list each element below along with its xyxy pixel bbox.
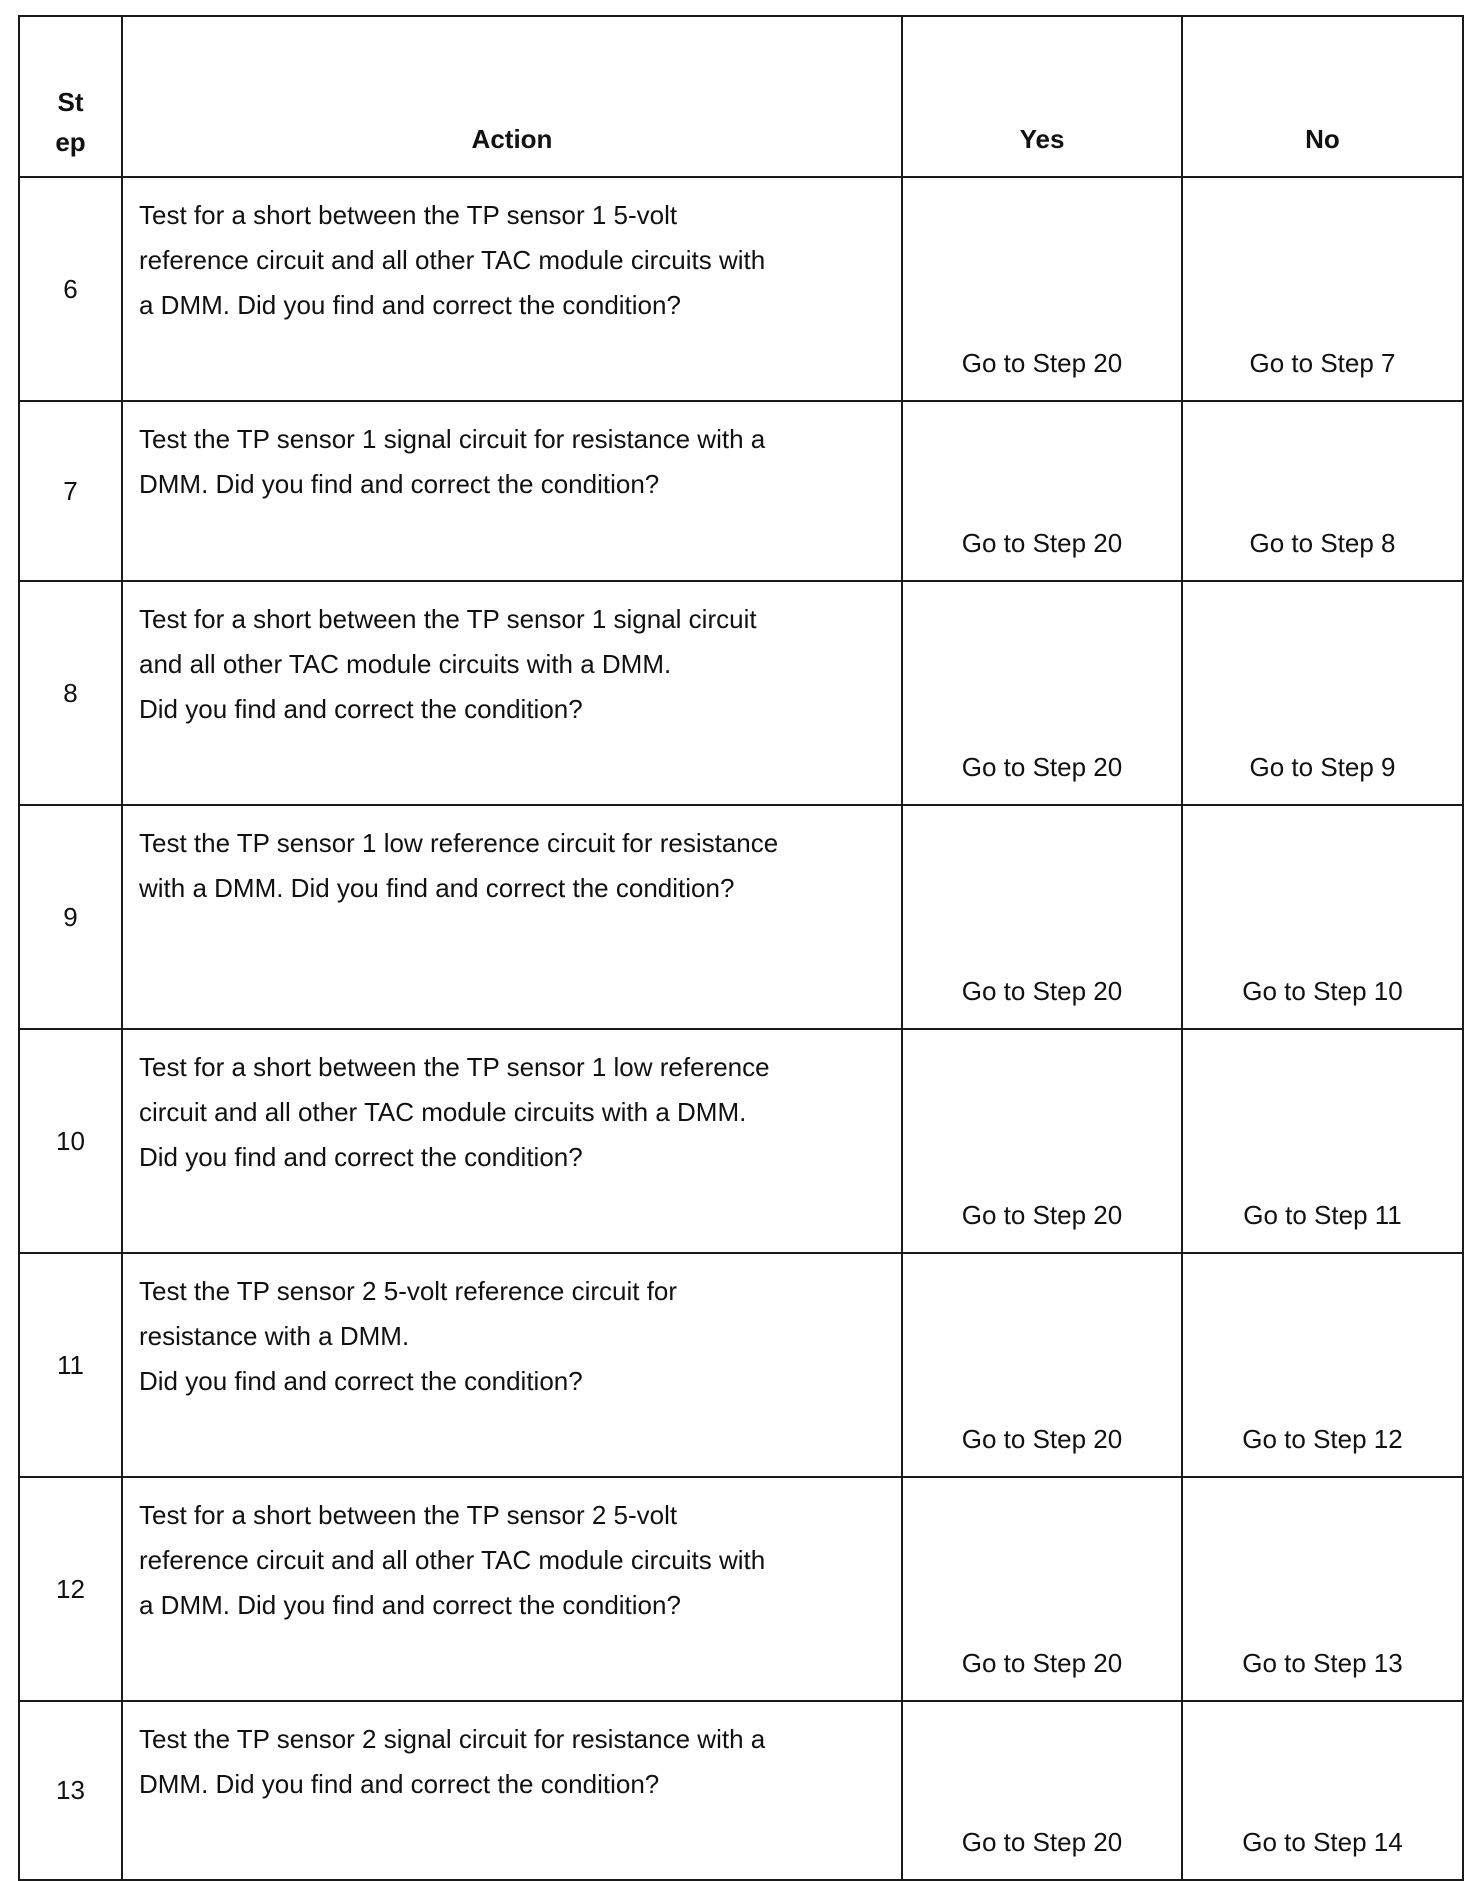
- action-line: Test for a short between the TP sensor 1 low reference: [139, 1052, 770, 1082]
- step-header-line-1: St: [57, 87, 84, 117]
- action-line: a DMM. Did you find and correct the condition?: [139, 290, 681, 320]
- action-line: reference circuit and all other TAC module circuits with: [139, 1545, 766, 1575]
- step-number: 6: [19, 177, 122, 401]
- yes-outcome: Go to Step 20: [902, 581, 1182, 805]
- action-line: and all other TAC module circuits with a DMM.: [139, 649, 672, 679]
- action-text: [122, 805, 902, 1029]
- yes-outcome: Go to Step 20: [902, 177, 1182, 401]
- step-number: 9: [19, 805, 122, 1029]
- diagnostic-steps-table: [18, 15, 1464, 1881]
- action-line: Did you find and correct the condition?: [139, 1142, 583, 1172]
- table-body: [19, 177, 1463, 1880]
- no-outcome: Go to Step 10: [1182, 805, 1463, 1029]
- yes-outcome: Go to Step 20: [902, 1701, 1182, 1880]
- no-outcome: Go to Step 9: [1182, 581, 1463, 805]
- action-column-header: Action: [122, 16, 902, 177]
- no-outcome: Go to Step 7: [1182, 177, 1463, 401]
- table-row: [19, 1701, 1463, 1880]
- table-row: [19, 1029, 1463, 1253]
- step-number: 8: [19, 581, 122, 805]
- yes-outcome: Go to Step 20: [902, 1029, 1182, 1253]
- action-text: [122, 1701, 902, 1880]
- no-outcome: Go to Step 13: [1182, 1477, 1463, 1701]
- no-outcome: Go to Step 11: [1182, 1029, 1463, 1253]
- action-line: Test for a short between the TP sensor 1 5-volt: [139, 200, 678, 230]
- no-outcome: Go to Step 12: [1182, 1253, 1463, 1477]
- action-line: DMM. Did you find and correct the condition?: [139, 469, 660, 499]
- step-number: 12: [19, 1477, 122, 1701]
- table-row: [19, 1253, 1463, 1477]
- action-line: a DMM. Did you find and correct the condition?: [139, 1590, 681, 1620]
- step-header-line-2: ep: [55, 127, 86, 157]
- yes-outcome: Go to Step 20: [902, 1477, 1182, 1701]
- step-number: 7: [19, 401, 122, 581]
- action-line: Test the TP sensor 1 low reference circuit for resistance: [139, 828, 779, 858]
- step-number: 11: [19, 1253, 122, 1477]
- action-line: circuit and all other TAC module circuits with a DMM.: [139, 1097, 747, 1127]
- action-line: Test for a short between the TP sensor 1 signal circuit: [139, 604, 757, 634]
- yes-column-header: Yes: [902, 16, 1182, 177]
- action-line: Test the TP sensor 2 5-volt reference circuit for: [139, 1276, 678, 1306]
- action-line: Test for a short between the TP sensor 2 5-volt: [139, 1500, 678, 1530]
- action-text: [122, 581, 902, 805]
- action-line: resistance with a DMM.: [139, 1321, 410, 1351]
- table-row: [19, 1477, 1463, 1701]
- yes-outcome: Go to Step 20: [902, 401, 1182, 581]
- action-line: Test the TP sensor 1 signal circuit for resistance with a: [139, 424, 766, 454]
- step-number: 13: [19, 1701, 122, 1880]
- action-line: with a DMM. Did you find and correct the condition?: [139, 873, 735, 903]
- no-column-header: No: [1182, 16, 1463, 177]
- table-row: [19, 177, 1463, 401]
- table-row: [19, 581, 1463, 805]
- step-column-header: [19, 16, 122, 177]
- action-line: reference circuit and all other TAC module circuits with: [139, 245, 766, 275]
- action-text: [122, 1029, 902, 1253]
- action-text: [122, 1253, 902, 1477]
- no-outcome: Go to Step 8: [1182, 401, 1463, 581]
- step-number: 10: [19, 1029, 122, 1253]
- action-line: Did you find and correct the condition?: [139, 694, 583, 724]
- no-outcome: Go to Step 14: [1182, 1701, 1463, 1880]
- action-text: [122, 1477, 902, 1701]
- table-row: [19, 401, 1463, 581]
- action-line: Test the TP sensor 2 signal circuit for resistance with a: [139, 1724, 766, 1754]
- yes-outcome: Go to Step 20: [902, 1253, 1182, 1477]
- action-line: Did you find and correct the condition?: [139, 1366, 583, 1396]
- action-line: DMM. Did you find and correct the condition?: [139, 1769, 660, 1799]
- table-row: [19, 805, 1463, 1029]
- yes-outcome: Go to Step 20: [902, 805, 1182, 1029]
- action-text: [122, 401, 902, 581]
- table-header-row: [19, 16, 1463, 177]
- action-text: [122, 177, 902, 401]
